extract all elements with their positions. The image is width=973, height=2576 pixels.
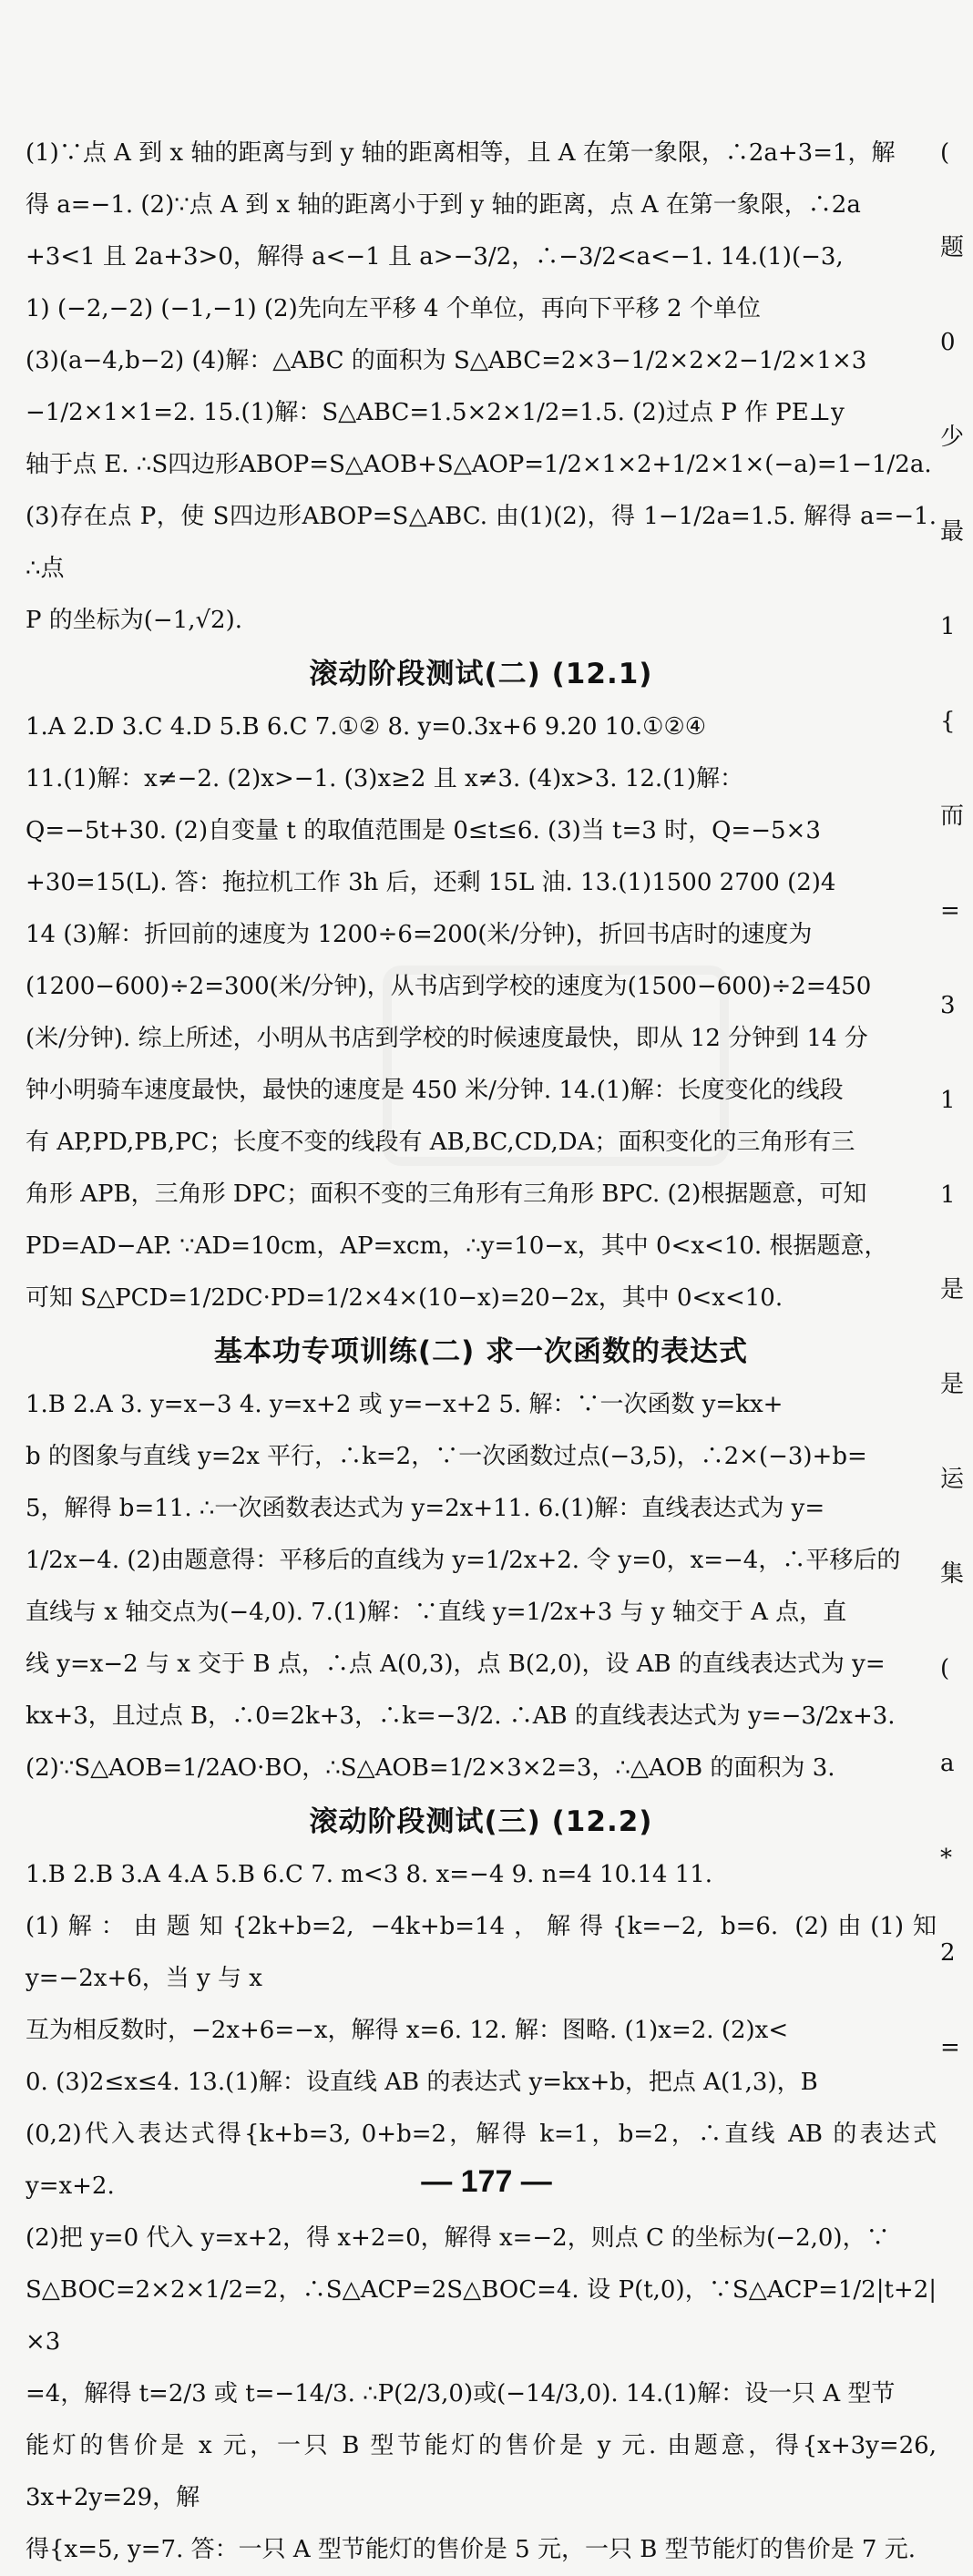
answer-line: (0,2)代入表达式得{k+b=3, 0+b=2，解得 k=1，b=2，∴直线 AB 的表达式 y=x+2. bbox=[26, 2121, 937, 2200]
edge-fragment: 而 bbox=[940, 802, 965, 830]
edge-fragment: { bbox=[940, 708, 956, 735]
answer-column bbox=[26, 128, 937, 2576]
edge-fragment: 集 bbox=[940, 1560, 965, 1588]
answer-line: 1) (−2,−2) (−1,−1) (2)先向左平移 4 个单位，再向下平移 2 个单位 bbox=[26, 295, 761, 322]
answer-line: 能灯的售价是 x 元，一只 B 型节能灯的售价是 y 元. 由题意，得{x+3y=26, 3x+2y=29，解 bbox=[26, 2432, 937, 2511]
answer-line: 得 a=−1. (2)∵点 A 到 x 轴的距离小于到 y 轴的距离，点 A 在第一象限，∴2a bbox=[26, 191, 861, 219]
section-heading: 滚动阶段测试(三) (12.2) bbox=[309, 1805, 653, 1838]
answer-line: (3)(a−4,b−2) (4)解：△ABC 的面积为 S△ABC=2×3−1/2×2×2−1/2×1×3 bbox=[26, 347, 867, 374]
answer-line: 互为相反数时，−2x+6=−x，解得 x=6. 12. 解：图略. (1)x=2. (2)x< bbox=[26, 2017, 789, 2044]
answer-line: 11.(1)解：x≠−2. (2)x>−1. (3)x≥2 且 x≠3. (4)x>3. 12.(1)解： bbox=[26, 765, 744, 792]
edge-fragment: 运 bbox=[940, 1466, 965, 1493]
answer-line: P 的坐标为(−1,√2). bbox=[26, 607, 243, 634]
edge-fragment: ( bbox=[940, 139, 950, 167]
edge-fragment: 是 bbox=[940, 1371, 965, 1398]
edge-fragment: 3 bbox=[940, 992, 956, 1019]
edge-fragment: * bbox=[940, 1845, 952, 1872]
edge-fragment: 1 bbox=[940, 613, 956, 640]
answer-line: 得{x=5, y=7. 答：一只 A 型节能灯的售价是 5 元，一只 B 型节能灯的售价是 7 元. bbox=[26, 2536, 916, 2563]
answer-line: (1)∵点 A 到 x 轴的距离与到 y 轴的距离相等，且 A 在第一象限，∴2a+3=1，解 bbox=[26, 139, 896, 167]
answer-line: 钟小明骑车速度最快，最快的速度是 450 米/分钟. 14.(1)解：长度变化的线段 bbox=[26, 1077, 844, 1104]
answer-line: 轴于点 E. ∴S四边形ABOP=S△AOB+S△AOP=1/2×1×2+1/2×1×(−a)=1−1/2a. bbox=[26, 451, 932, 478]
edge-fragment: 0 bbox=[940, 329, 956, 356]
page-number: — 177 — bbox=[421, 2164, 552, 2199]
edge-fragment: 1 bbox=[940, 1181, 956, 1209]
answer-line: =4，解得 t=2/3 或 t=−14/3. ∴P(2/3,0)或(−14/3,0). 14.(1)解：设一只 A 型节 bbox=[26, 2380, 896, 2407]
answer-line: 1.A 2.D 3.C 4.D 5.B 6.C 7.①② 8. y=0.3x+6 9.20 10.①②④ bbox=[26, 713, 707, 741]
answer-line: (1200−600)÷2=300(米/分钟)，从书店到学校的速度为(1500−600)÷2=450 bbox=[26, 973, 872, 1000]
answer-line: (米/分钟). 综上所述，小明从书店到学校的时候速度最快，即从 12 分钟到 14 分 bbox=[26, 1025, 868, 1052]
answer-line: −1/2×1×1=2. 15.(1)解：S△ABC=1.5×2×1/2=1.5. (2)过点 P 作 PE⊥y bbox=[26, 399, 845, 426]
edge-fragment: 2 bbox=[940, 1939, 956, 1967]
answer-line: S△BOC=2×2×1/2=2，∴S△ACP=2S△BOC=4. 设 P(t,0)，∵S△ACP=1/2|t+2|×3 bbox=[26, 2276, 937, 2356]
edge-fragment: 1 bbox=[940, 1087, 956, 1114]
answer-line: 0. (3)2≤x≤4. 13.(1)解：设直线 AB 的表达式 y=kx+b，把点 A(1,3)，B bbox=[26, 2069, 818, 2096]
answer-line: 14 (3)解：折回前的速度为 1200÷6=200(米/分钟)，折回书店时的速度为 bbox=[26, 921, 813, 948]
answer-line: (2)把 y=0 代入 y=x+2，得 x+2=0，解得 x=−2，则点 C 的坐标为(−2,0)，∵ bbox=[26, 2224, 890, 2252]
edge-fragment: 少 bbox=[940, 424, 965, 451]
answer-line: kx+3，且过点 B，∴0=2k+3，∴k=−3/2. ∴AB 的直线表达式为 y=−3/2x+3. bbox=[26, 1702, 896, 1730]
right-edge-fragments bbox=[940, 128, 973, 2117]
section-heading: 基本功专项训练(二) 求一次函数的表达式 bbox=[213, 1335, 749, 1368]
answer-line: 有 AP,PD,PB,PC；长度不变的线段有 AB,BC,CD,DA；面积变化的三角形有三 bbox=[26, 1129, 855, 1156]
answer-line: 1.B 2.A 3. y=x−3 4. y=x+2 或 y=−x+2 5. 解：∵一次函数 y=kx+ bbox=[26, 1391, 784, 1418]
edge-fragment: a bbox=[940, 1750, 955, 1777]
edge-fragment: 是 bbox=[940, 1276, 965, 1303]
answer-line: 可知 S△PCD=1/2DC·PD=1/2×4×(10−x)=20−2x，其中 0<x<10. bbox=[26, 1284, 784, 1312]
answer-line: 5，解得 b=11. ∴一次函数表达式为 y=2x+11. 6.(1)解：直线表达式为 y= bbox=[26, 1495, 825, 1522]
edge-fragment: 题 bbox=[940, 234, 965, 261]
answer-line: (3)存在点 P，使 S四边形ABOP=S△ABC. 由(1)(2)，得 1−1/2a=1.5. 解得 a=−1. ∴点 bbox=[26, 503, 937, 582]
edge-fragment: 最 bbox=[940, 518, 965, 546]
answer-line: b 的图象与直线 y=2x 平行，∴k=2，∵一次函数过点(−3,5)，∴2×(−3)+b= bbox=[26, 1443, 867, 1470]
answer-line: Q=−5t+30. (2)自变量 t 的取值范围是 0≤t≤6. (3)当 t=3 时，Q=−5×3 bbox=[26, 817, 821, 844]
answer-line: 1.B 2.B 3.A 4.A 5.B 6.C 7. m<3 8. x=−4 9. n=4 10.14 11. bbox=[26, 1861, 713, 1888]
answer-line: (2)∵S△AOB=1/2AO·BO，∴S△AOB=1/2×3×2=3，∴△AOB 的面积为 3. bbox=[26, 1754, 835, 1782]
answer-line: +30=15(L). 答：拖拉机工作 3h 后，还剩 15L 油. 13.(1)1500 2700 (2)4 bbox=[26, 869, 836, 896]
section-heading: 滚动阶段测试(二) (12.1) bbox=[309, 658, 653, 690]
edge-fragment: = bbox=[940, 897, 960, 925]
answer-line: 线 y=x−2 与 x 交于 B 点，∴点 A(0,3)，点 B(2,0)，设 AB 的直线表达式为 y= bbox=[26, 1651, 886, 1678]
answer-line: +3<1 且 2a+3>0，解得 a<−1 且 a>−3/2，∴−3/2<a<−1. 14.(1)(−3, bbox=[26, 243, 844, 271]
answer-line: (1)解：由题知{2k+b=2, −4k+b=14，解得{k=−2, b=6. (2)由(1)知 y=−2x+6，当 y 与 x bbox=[26, 1913, 937, 1992]
answer-line: 角形 APB，三角形 DPC；面积不变的三角形有三角形 BPC. (2)根据题意，可知 bbox=[26, 1181, 867, 1208]
edge-fragment: = bbox=[940, 2034, 960, 2061]
edge-fragment: ( bbox=[940, 1655, 950, 1682]
answer-line: PD=AD−AP. ∵AD=10cm，AP=xcm，∴y=10−x，其中 0<x<10. 根据题意， bbox=[26, 1232, 888, 1260]
answer-line: 直线与 x 轴交点为(−4,0). 7.(1)解：∵直线 y=1/2x+3 与 y 轴交于 A 点，直 bbox=[26, 1599, 847, 1626]
answer-line: 1/2x−4. (2)由题意得：平移后的直线为 y=1/2x+2. 令 y=0，x=−4，∴平移后的 bbox=[26, 1547, 901, 1574]
